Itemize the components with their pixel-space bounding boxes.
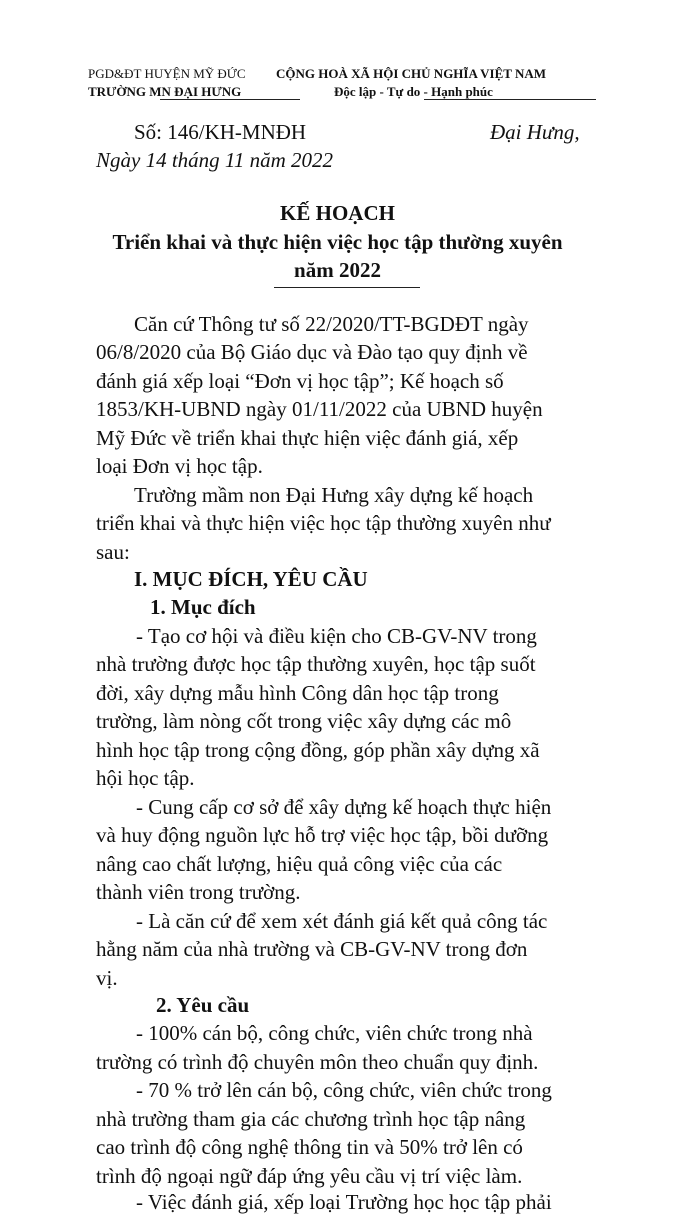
body-line: - Cung cấp cơ sở để xây dựng kế hoạch thực hiện xyxy=(136,795,552,819)
document-number: Số: 146/KH-MNĐH xyxy=(134,120,307,144)
body-line: - Là căn cứ để xem xét đánh giá kết quả công tác xyxy=(136,909,548,933)
body-line: hội học tập. xyxy=(96,766,195,790)
body-line: - Tạo cơ hội và điều kiện cho CB-GV-NV trong xyxy=(136,624,537,648)
body-line: nhà trường tham gia các chương trình học tập nâng xyxy=(96,1107,526,1131)
body-line: - 100% cán bộ, công chức, viên chức trong nhà xyxy=(136,1021,533,1045)
body-line-cut: - Việc đánh giá, xếp loại Trường học học tập phải xyxy=(136,1190,552,1214)
body-line: nhà trường được học tập thường xuyên, học tập suốt xyxy=(96,652,536,676)
body-line: 06/8/2020 của Bộ Giáo dục và Đào tạo quy định về xyxy=(96,340,528,364)
body-line: vị. xyxy=(96,966,118,990)
body-line: trường, làm nòng cốt trong việc xây dựng các mô xyxy=(96,709,512,733)
section-heading: I. MỤC ĐÍCH, YÊU CẦU xyxy=(134,567,368,591)
body-line: sau: xyxy=(96,540,130,564)
title-rule xyxy=(274,287,420,288)
header-agency: PGD&ĐT HUYỆN MỸ ĐỨC xyxy=(88,66,246,81)
body-line: đời, xây dựng mẫu hình Công dân học tập trong xyxy=(96,681,499,705)
body-line: và huy động nguồn lực hỗ trợ việc học tập, bồi dưỡng xyxy=(96,823,549,847)
document-subtitle-line1: Triển khai và thực hiện việc học tập thường xuyên xyxy=(112,230,563,254)
subsection-heading: 2. Yêu cầu xyxy=(156,993,250,1017)
body-line: đánh giá xếp loại “Đơn vị học tập”; Kế hoạch số xyxy=(96,369,504,393)
document-place: Đại Hưng, xyxy=(490,120,580,144)
body-line: nâng cao chất lượng, hiệu quả công việc của các xyxy=(96,852,503,876)
body-line: triển khai và thực hiện việc học tập thường xuyên như xyxy=(96,511,551,535)
document-date: Ngày 14 tháng 11 năm 2022 xyxy=(96,148,334,172)
body-line: cao trình độ công nghệ thông tin và 50% trở lên có xyxy=(96,1135,523,1159)
body-line: loại Đơn vị học tập. xyxy=(96,454,263,478)
header-right-rule xyxy=(424,99,596,100)
document-subtitle-line2: năm 2022 xyxy=(294,258,381,282)
body-line: trường có trình độ chuyên môn theo chuẩn quy định. xyxy=(96,1050,539,1074)
header-left-rule xyxy=(160,99,300,100)
subsection-heading: 1. Mục đích xyxy=(150,595,256,619)
body-line: thành viên trong trường. xyxy=(96,880,301,904)
body-line: hằng năm của nhà trường và CB-GV-NV trong đơn xyxy=(96,937,528,961)
header-motto: Độc lập - Tự do - Hạnh phúc xyxy=(334,84,493,99)
body-line: trình độ ngoại ngữ đáp ứng yêu cầu vị trí việc làm. xyxy=(96,1164,523,1188)
header-school-name: TRƯỜNG MN ĐẠI HƯNG xyxy=(88,84,242,99)
header-country-name: CỘNG HOÀ XÃ HỘI CHỦ NGHĨA VIỆT NAM xyxy=(276,66,547,81)
document-title: KẾ HOẠCH xyxy=(280,201,395,225)
body-line: 1853/KH-UBND ngày 01/11/2022 của UBND huyện xyxy=(96,397,543,421)
body-line: - 70 % trở lên cán bộ, công chức, viên chức trong xyxy=(136,1078,552,1102)
body-line: Mỹ Đức về triển khai thực hiện việc đánh giá, xếp xyxy=(96,426,519,450)
body-line: Căn cứ Thông tư số 22/2020/TT-BGDĐT ngày xyxy=(134,312,529,336)
body-line: Trường mầm non Đại Hưng xây dựng kế hoạch xyxy=(134,483,534,507)
body-line: hình học tập trong cộng đồng, góp phần xây dựng xã xyxy=(96,738,540,762)
